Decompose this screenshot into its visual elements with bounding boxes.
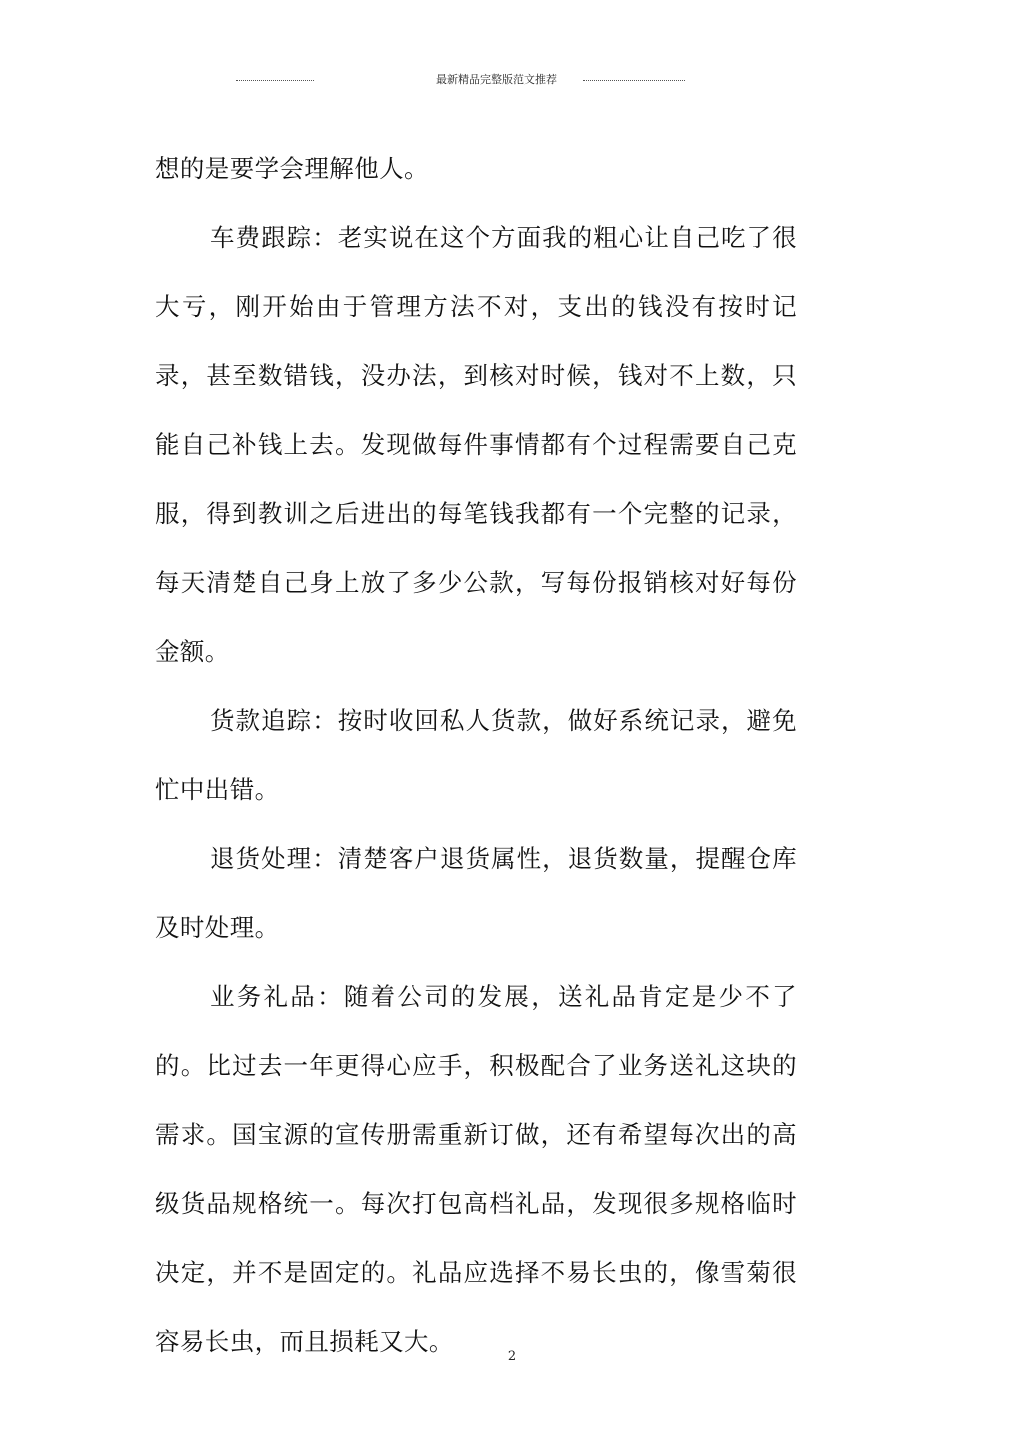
header-rule-left [236, 80, 314, 81]
document-body [155, 134, 797, 1376]
paragraph-continuation: 想的是要学会理解他人。 [155, 154, 429, 183]
paragraph-business-gifts: 业务礼品：随着公司的发展，送礼品肯定是少不了的。比过去一年更得心应手，积极配合了业务送礼这块的需求。国宝源的宣传册需重新订做，还有希望每次出的高级货品规格统一。每次打包高档礼品，发现很多规格临时决定，并不是固定的。礼品应选择不易长虫的，像雪菊很容易长虫，而且损耗又大。 [155, 982, 797, 1356]
header-title: 最新精品完整版范文推荐 [436, 73, 557, 86]
paragraph-fare-tracking: 车费跟踪：老实说在这个方面我的粗心让自己吃了很大亏，刚开始由于管理方法不对，支出的钱没有按时记录，甚至数错钱，没办法，到核对时候，钱对不上数，只能自己补钱上去。发现做每件事情都有个过程需要自己克服，得到教训之后进出的每笔钱我都有一个完整的记录，每天清楚自己身上放了多少公款，写每份报销核对好每份金额。 [155, 223, 797, 666]
page-header [0, 72, 1024, 88]
paragraph-returns-handling: 退货处理：清楚客户退货属性，退货数量，提醒仓库及时处理。 [155, 844, 797, 942]
page-number: 2 [507, 1349, 517, 1364]
header-rule-right [583, 80, 685, 81]
paragraph-payment-tracking: 货款追踪：按时收回私人货款，做好系统记录，避免忙中出错。 [155, 706, 797, 804]
